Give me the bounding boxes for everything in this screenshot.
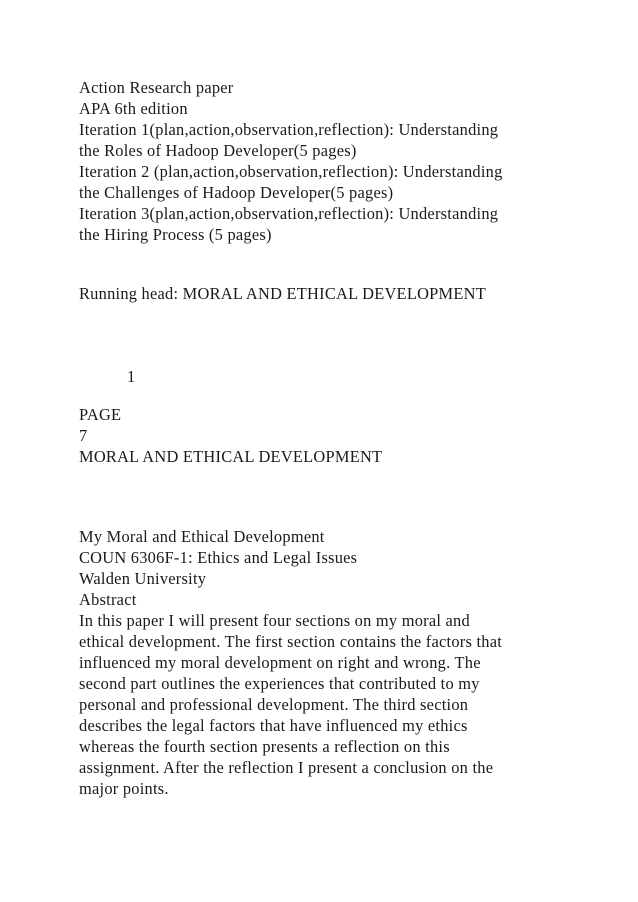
header-line-6: the Challenges of Hadoop Developer(5 pages) (79, 183, 394, 202)
abstract-line-3: influenced my moral development on right and wrong. The (79, 653, 481, 672)
header-line-4: the Roles of Hadoop Developer(5 pages) (79, 141, 357, 160)
abstract-heading: Abstract (79, 590, 137, 609)
header-line-3: Iteration 1(plan,action,observation,reflection): Understanding (79, 120, 499, 139)
abstract-line-7: whereas the fourth section presents a reflection on this (79, 737, 450, 756)
page-number: 1 (127, 367, 136, 386)
abstract-line-1: In this paper I will present four sections on my moral and (79, 611, 470, 630)
page-field: 7 (79, 426, 88, 445)
paper-title: My Moral and Ethical Development (79, 527, 325, 546)
abstract-line-8: assignment. After the reflection I present a conclusion on the (79, 758, 494, 777)
institution-line: Walden University (79, 569, 207, 588)
abstract-line-9: major points. (79, 779, 169, 798)
header-line-8: the Hiring Process (5 pages) (79, 225, 272, 244)
abstract-line-2: ethical development. The first section contains the factors that (79, 632, 503, 651)
header-line-1: Action Research paper (79, 78, 234, 97)
header-title: MORAL AND ETHICAL DEVELOPMENT (79, 447, 383, 466)
running-head: Running head: MORAL AND ETHICAL DEVELOPMENT (79, 284, 486, 303)
abstract-line-4: second part outlines the experiences that contributed to my (79, 674, 480, 693)
header-line-7: Iteration 3(plan,action,observation,reflection): Understanding (79, 204, 499, 223)
abstract-line-6: describes the legal factors that have influenced my ethics (79, 716, 468, 735)
header-line-2: APA 6th edition (79, 99, 188, 118)
course-line: COUN 6306F-1: Ethics and Legal Issues (79, 548, 358, 567)
header-line-5: Iteration 2 (plan,action,observation,reflection): Understanding (79, 162, 503, 181)
page-label: PAGE (79, 405, 122, 424)
abstract-line-5: personal and professional development. The third section (79, 695, 469, 714)
